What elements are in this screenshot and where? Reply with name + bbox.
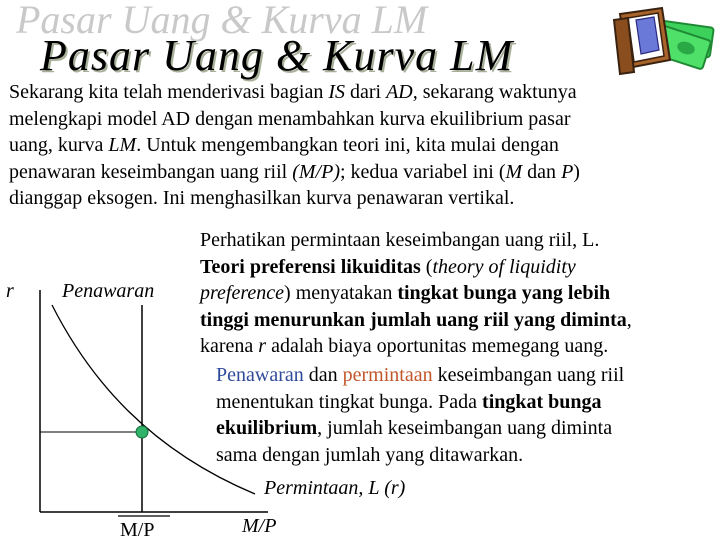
text-span: tinggi menurunkan jumlah uang riil yang diminta: [200, 308, 627, 331]
x-axis-label: M/P: [242, 515, 277, 537]
demand-curve: [52, 305, 255, 494]
text-span: karena: [200, 335, 259, 357]
text-span: Teori preferensi likuiditas: [200, 255, 421, 278]
page-title-shadow: Pasar Uang & Kurva LM: [16, 0, 428, 42]
text-span: dan: [303, 364, 343, 386]
text-span: , jumlah keseimbangan uang diminta: [317, 417, 613, 439]
intro-line-4: [9, 159, 580, 186]
text-span: AD,: [386, 81, 418, 103]
text-span: preference: [200, 282, 285, 304]
text-span: (M/P): [292, 160, 340, 183]
text-span: tingkat bunga: [482, 390, 602, 413]
text-span: Sekarang kita telah menderivasi bagian: [9, 81, 329, 103]
intro-paragraph: [9, 79, 580, 212]
text-span: uang, kurva: [9, 134, 109, 156]
text-span: penawaran keseimbangan uang riil: [9, 160, 293, 183]
page-title: Pasar Uang & Kurva LM: [40, 31, 514, 80]
text-span: . Untuk mengembangkan teori ini, kita mulai dengan: [136, 134, 559, 156]
text-span: adalah biaya oportunitas memegang uang.: [266, 335, 609, 357]
supply-tick-label: M/P: [120, 519, 155, 540]
text-span: M: [505, 160, 523, 183]
para3-line-4: sama dengan jumlah yang ditawarkan.: [216, 443, 524, 466]
wallet-with-money-icon: [606, 2, 716, 80]
y-axis-label: r: [6, 280, 14, 302]
text-span: IS: [328, 81, 345, 103]
text-span: ): [573, 160, 580, 183]
text-span: ekuilibrium: [216, 417, 318, 439]
text-span: ,: [626, 308, 632, 331]
demand-label: Permintaan, L (r): [264, 477, 406, 499]
text-span: theory of liquidity: [432, 255, 576, 278]
money-market-diagram: [0, 270, 720, 540]
text-span: dan: [522, 160, 562, 183]
intro-line-1: [9, 79, 580, 106]
text-span: keseimbangan uang riil: [432, 364, 625, 386]
text-span: dari: [345, 81, 387, 103]
text-span: r: [258, 335, 267, 357]
text-span: menentukan tingkat bunga. Pada: [216, 390, 483, 413]
text-span: ) menyatakan: [284, 282, 398, 304]
supply-label: Penawaran: [62, 280, 155, 302]
text-span: permintaan: [342, 364, 433, 386]
intro-line-5: dianggap eksogen. Ini menghasilkan kurva penawaran vertikal.: [9, 187, 515, 209]
intro-line-3: [9, 132, 580, 159]
wallet: [614, 8, 670, 74]
text-span: tingkat bunga yang lebih: [397, 282, 611, 304]
text-span: LM: [108, 134, 137, 156]
intro-line-2: melengkapi model AD dengan menambahkan kurva ekuilibrium pasar: [9, 107, 571, 130]
text-span: ; kedua variabel ini (: [340, 160, 506, 183]
text-span: sekarang waktunya: [417, 81, 577, 103]
equilibrium-point: [136, 426, 148, 438]
text-span: P: [561, 160, 574, 183]
pref-line-1: Perhatikan permintaan keseimbangan uang riil, L.: [200, 229, 600, 251]
text-span: Penawaran: [216, 364, 304, 386]
text-span: (: [420, 255, 433, 278]
